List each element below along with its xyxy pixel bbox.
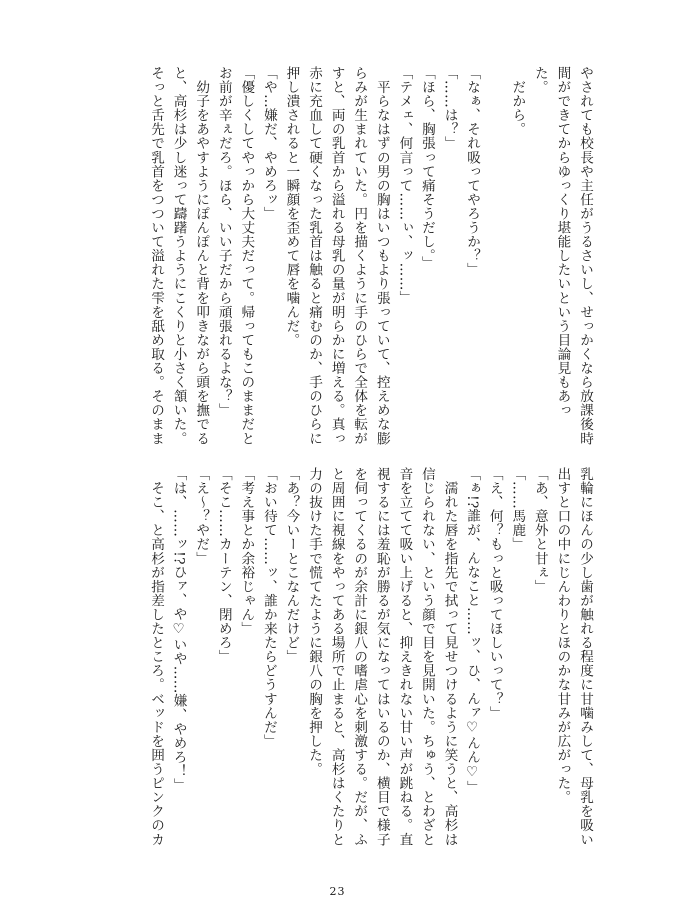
text-line: 音を立てて吸い上げると、抑えきれない甘い声が跳ねる。直 <box>396 467 413 847</box>
text-line: 「テメェ、何言って……ぃ、ッ……」 <box>396 66 413 305</box>
text-line: 「や…嫌だ、やめろッ」 <box>260 66 277 221</box>
text-line: 「考え事とか余裕じゃん」 <box>238 467 255 636</box>
text-block-lower <box>54 467 596 847</box>
text-line: と周囲に視線をやってある場所で止まると、高杉はくたりと <box>328 467 345 847</box>
text-line: すと、両の乳首から溢れる母乳の量が明らかに増える。真っ <box>328 66 345 446</box>
text-line: 平らなはずの男の胸はいつもより張っていて、控えめな膨 <box>373 66 390 446</box>
text-line: そこ、と高杉が指差したところ。ベッドを囲うピンクのカ <box>148 467 165 847</box>
text-line: 「ほら、胸張って痛そうだし。」 <box>418 66 435 270</box>
text-line: 「は、……ッ!?ひァ、や♡いや……嫌、やめろ！」 <box>170 467 187 793</box>
page-number: 23 <box>329 885 346 898</box>
text-block-upper <box>54 66 596 446</box>
text-line: 乳輪にほんの少し歯が触れる程度に甘噛みして、母乳を吸い <box>577 467 593 847</box>
text-line: 「……馬鹿」 <box>509 467 526 552</box>
text-line: 「優しくしてやっから大丈夫だって。帰ってもこのままだと <box>238 66 255 446</box>
text-line: 「おい待て……ッ、誰か来たらどうすんだ」 <box>260 467 277 748</box>
text-line: 間ができてからゆっくり堪能したいという目論見もあっ <box>554 66 571 418</box>
blank-line <box>483 66 506 431</box>
text-line: そっと舌先で乳首をつついて溢れた雫を舐め取る。そのまま <box>148 66 165 446</box>
text-line: 信じられない、という顔で目を見開いた。ちゅう、とわざと <box>418 467 435 847</box>
text-line: やされても校長や主任がうるさいし、せっかくなら放課後時 <box>577 66 593 446</box>
text-line: 出すと口の中にじんわりとほのかな甘みが広がった。 <box>554 467 571 805</box>
text-line: 力の抜けた手で慌てたように銀八の胸を押した。 <box>306 467 323 777</box>
text-line: 赤に充血して硬くなった乳首は触ると痛むのか、手のひらに <box>306 66 323 446</box>
text-line: 濡れた唇を指先で拭って見せつけるように笑うと、高杉は <box>441 467 458 847</box>
text-line: らみが生まれていた。円を描くように手のひらで全体を転が <box>351 66 368 446</box>
text-line: を伺ってくるのが余計に銀八の嗜虐心を刺激する。だが、ふ <box>351 467 368 847</box>
text-line: 「え、何？もっと吸ってほしいって？」 <box>486 467 503 720</box>
text-line: 「え～？やだ」 <box>193 467 210 566</box>
text-line: 幼子をあやすようにぽんぽんと背を叩きながら頭を撫でる <box>193 66 210 446</box>
text-line: た。 <box>531 66 548 95</box>
text-line: 「なぁ、それ吸ってやろうか？」 <box>464 66 481 277</box>
text-line: と、高杉は少し迷って躊躇うようにこくりと小さく頷いた。 <box>170 66 187 446</box>
text-line: お前が辛ぇだろ。ほら、いい子だから頑張れるよな？」 <box>215 66 232 418</box>
text-line: 押し潰されると一瞬顔を歪めて唇を噛んだ。 <box>283 66 300 347</box>
text-line: 「そこ……カーテン、閉めろ」 <box>215 467 232 664</box>
text-line: 「ぁ!?誰が、んなこと……ッ、ひ、んァ♡んん♡」 <box>464 467 481 795</box>
text-line: 「あ、意外と甘ぇ」 <box>531 467 548 594</box>
text-line: だから。 <box>509 66 526 137</box>
text-line: 「……は？」 <box>441 66 458 151</box>
text-line: 視するには羞恥が勝るが気になってはいるのか、横目で様子 <box>373 467 390 847</box>
text-line: 「あ？今いーとこなんだけど」 <box>283 467 300 664</box>
